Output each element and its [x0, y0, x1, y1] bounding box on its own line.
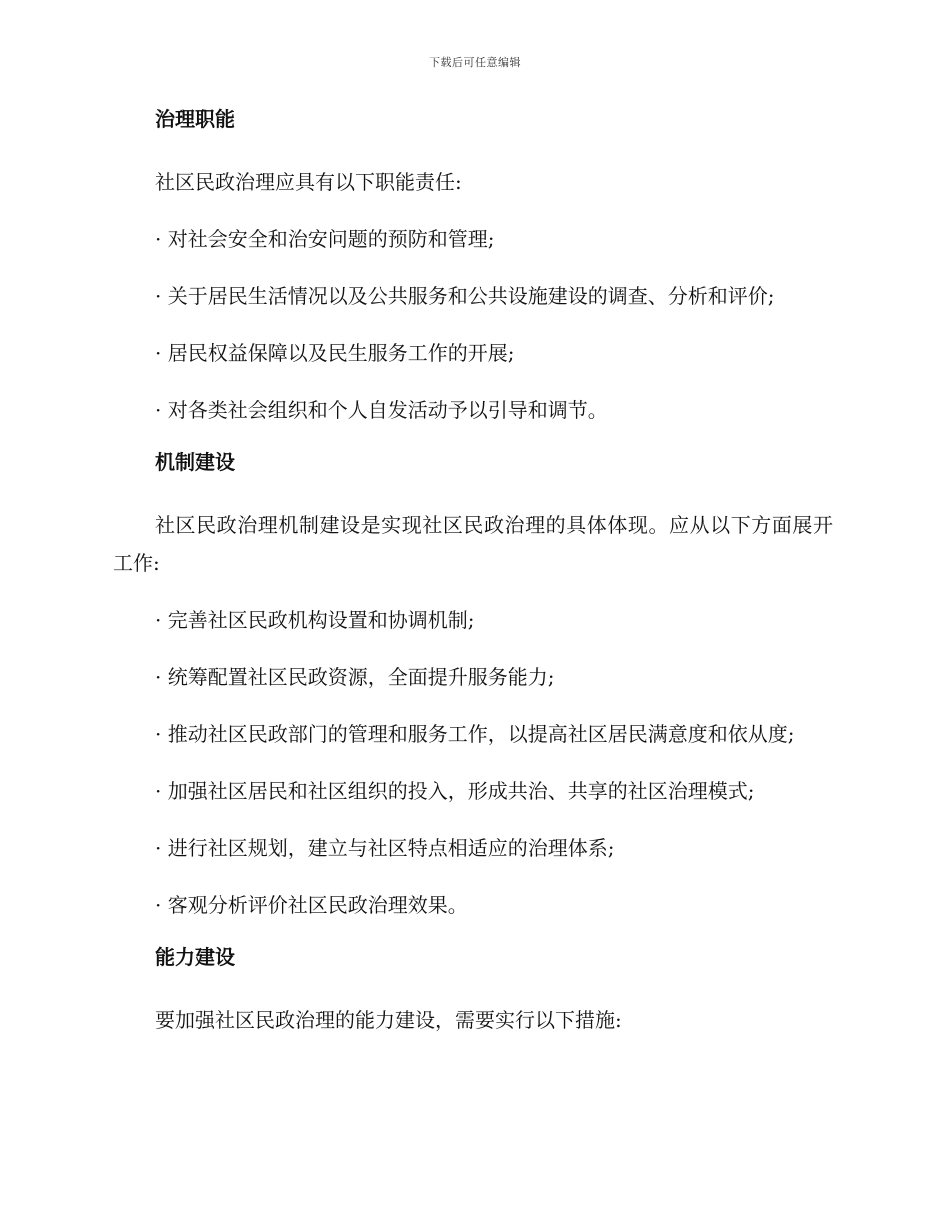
bullet-item: · 完善社区民政机构设置和协调机制; — [155, 608, 475, 632]
bullet-item: · 居民权益保障以及民生服务工作的开展; — [155, 341, 515, 365]
document-body — [113, 105, 833, 1039]
paragraph: 社区民政治理应具有以下职能责任: — [155, 170, 462, 194]
bullet-item: · 统筹配置社区民政资源，全面提升服务能力; — [155, 665, 555, 689]
paragraph: 要加强社区民政治理的能力建设，需要实行以下措施: — [155, 1008, 622, 1032]
section-heading-capacity-building: 能力建设 — [155, 945, 235, 969]
bullet-item: · 加强社区居民和社区组织的投入，形成共治、共享的社区治理模式; — [155, 779, 755, 803]
section-heading-governance-functions: 治理职能 — [155, 107, 235, 131]
bullet-item: · 关于居民生活情况以及公共服务和公共设施建设的调查、分析和评价; — [155, 284, 775, 308]
bullet-item: · 进行社区规划，建立与社区特点相适应的治理体系; — [155, 836, 615, 860]
bullet-item: · 客观分析评价社区民政治理效果。 — [155, 893, 468, 917]
bullet-item: · 对各类社会组织和个人自发活动予以引导和调节。 — [155, 398, 608, 422]
running-header: 下载后可任意编辑 — [429, 56, 521, 69]
bullet-item: · 推动社区民政部门的管理和服务工作，以提高社区居民满意度和依从度; — [155, 722, 795, 746]
bullet-item: · 对社会安全和治安问题的预防和管理; — [155, 227, 495, 251]
paragraph: 社区民政治理机制建设是实现社区民政治理的具体体现。应从以下方面展开工作: — [113, 513, 833, 575]
section-heading-mechanism-building: 机制建设 — [155, 450, 235, 474]
